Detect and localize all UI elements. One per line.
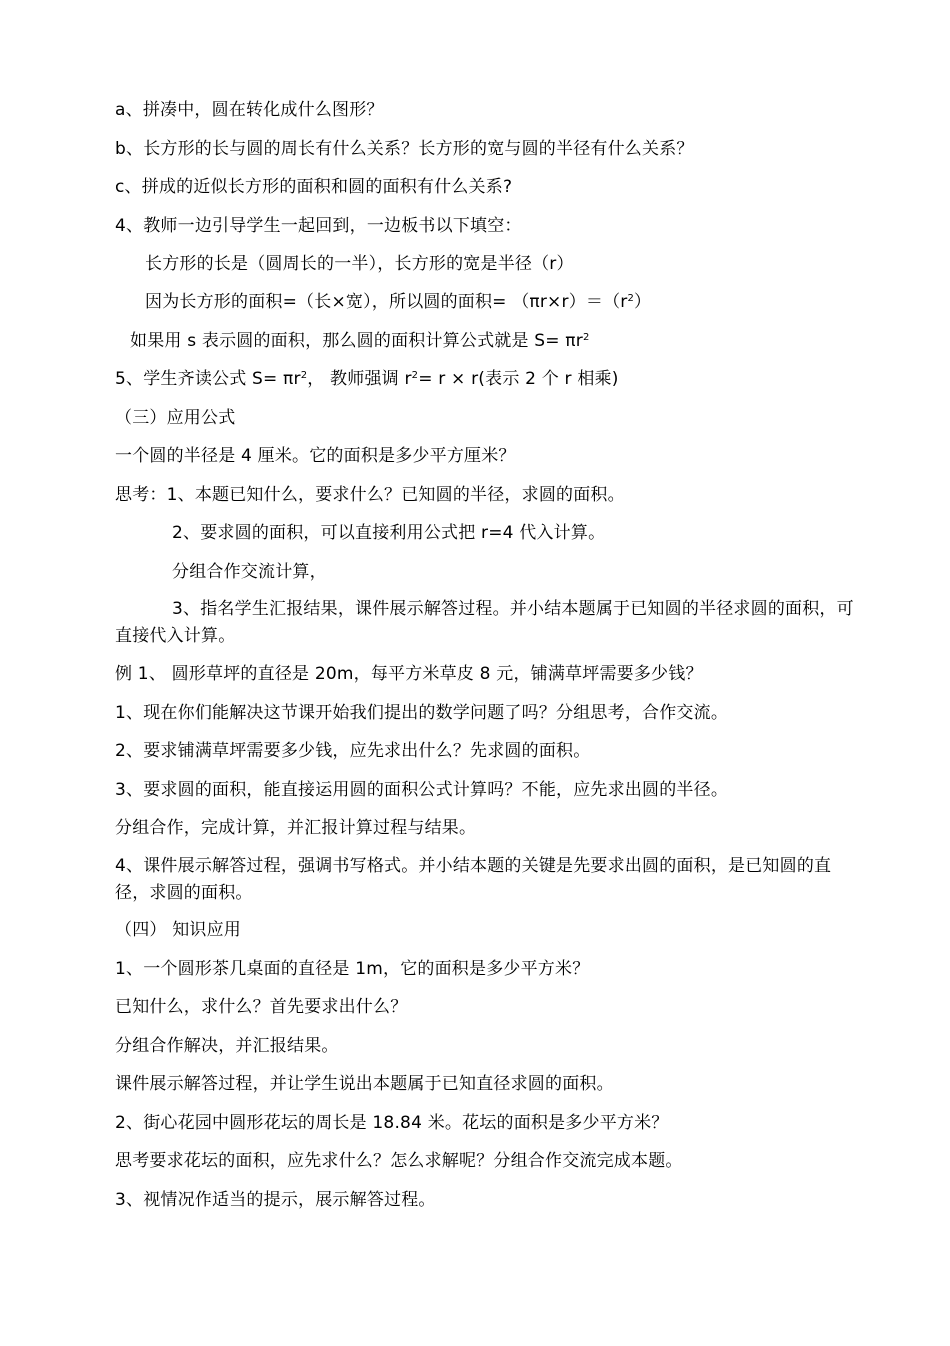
application-1: 1、一个圆形茶几桌面的直径是 1m，它的面积是多少平方米？	[115, 959, 590, 979]
section-four-heading: （四） 知识应用	[115, 920, 242, 940]
section-three-heading: （三）应用公式	[115, 408, 236, 428]
superscript: 2	[582, 332, 590, 343]
step-5-text-b: ， 教师强调 r	[307, 369, 412, 389]
problem-radius-4: 一个圆的半径是 4 厘米。它的面积是多少平方厘米？	[115, 446, 516, 466]
application-2: 2、街心花园中圆形花坛的周长是 18.84 米。花坛的面积是多少平方米？	[115, 1113, 669, 1133]
group-calc: 分组合作交流计算，	[172, 562, 327, 582]
application-1-show: 课件展示解答过程，并让学生说出本题属于已知直径求圆的面积。	[115, 1074, 614, 1094]
example-step-2: 2、要求铺满草坪需要多少钱，应先求出什么？先求圆的面积。	[115, 741, 591, 761]
example-step-1: 1、现在你们能解决这节课开始我们提出的数学问题了吗？分组思考，合作交流。	[115, 703, 729, 723]
application-1-group: 分组合作解决，并汇报结果。	[115, 1036, 339, 1056]
fill-in-2-close: ）	[634, 292, 652, 312]
example-step-3: 3、要求圆的面积，能直接运用圆的面积公式计算吗？不能，应先求出圆的半径。	[115, 780, 729, 800]
step-5-text-a: 5、学生齐读公式 S= πr	[115, 369, 301, 389]
example-step-4: 4、课件展示解答过程，强调书写格式。并小结本题的关键是先要求出圆的面积，是已知圆的直径，求圆的面积。	[115, 856, 832, 903]
fill-in-1: 长方形的长是（圆周长的一半），长方形的宽是半径（r）	[145, 254, 574, 274]
question-b: b、长方形的长与圆的周长有什么关系？长方形的宽与圆的半径有什么关系？	[115, 139, 694, 159]
formula-statement-text: 如果用 s 表示圆的面积，那么圆的面积计算公式就是 S= πr	[130, 331, 583, 351]
superscript: 2	[627, 293, 635, 304]
superscript: 2	[411, 370, 419, 381]
step-5-text-c: = r × r(表示 2 个 r 相乘)	[418, 369, 619, 389]
fill-in-2-text: 因为长方形的面积=（长×宽），所以圆的面积= （πr×r）＝（r	[145, 292, 628, 312]
step-4: 4、教师一边引导学生一起回到，一边板书以下填空：	[115, 216, 522, 236]
thinking-2: 2、要求圆的面积，可以直接利用公式把 r=4 代入计算。	[172, 523, 606, 543]
step-5	[115, 367, 619, 391]
thinking-1: 思考：1、本题已知什么，要求什么？已知圆的半径，求圆的面积。	[115, 485, 625, 505]
formula-statement	[130, 329, 590, 353]
application-1-question: 已知什么，求什么？首先要求出什么？	[115, 997, 408, 1017]
application-3: 3、视情况作适当的提示，展示解答过程。	[115, 1190, 436, 1210]
question-c: c、拼成的近似长方形的面积和圆的面积有什么关系?	[115, 177, 513, 197]
question-a: a、拼凑中，圆在转化成什么图形？	[115, 100, 384, 120]
thinking-3: 3、指名学生汇报结果，课件展示解答过程。并小结本题属于已知圆的半径求圆的面积，可直接代入计算。	[115, 599, 854, 646]
example-1: 例 1、 圆形草坪的直径是 20m，每平方米草皮 8 元，铺满草坪需要多少钱？	[115, 664, 703, 684]
example-group: 分组合作，完成计算，并汇报计算过程与结果。	[115, 818, 477, 838]
application-2-thinking: 思考要求花坛的面积，应先求什么？怎么求解呢？分组合作交流完成本题。	[115, 1151, 683, 1171]
fill-in-2	[145, 290, 651, 314]
superscript: 2	[300, 370, 308, 381]
